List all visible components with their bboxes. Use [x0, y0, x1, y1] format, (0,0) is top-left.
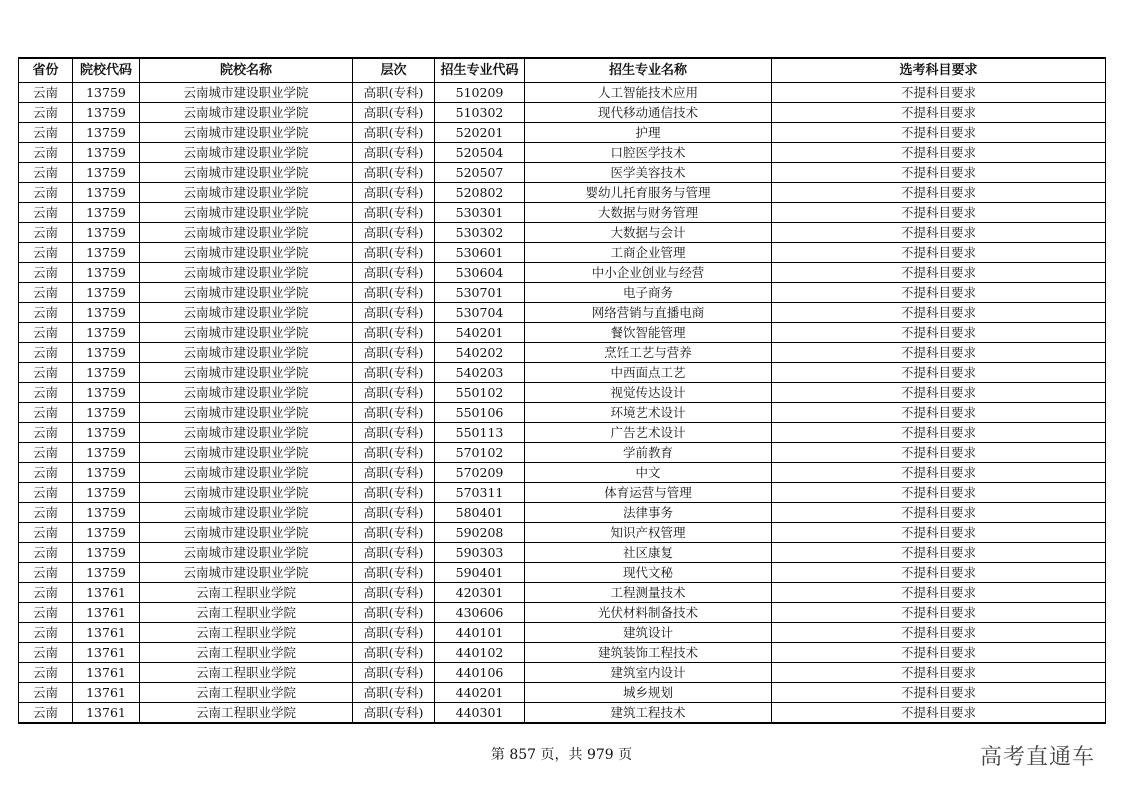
table-row: [19, 163, 1106, 183]
table-row: [19, 423, 1106, 443]
cell-province: 云南: [19, 83, 73, 103]
cell-level: 高职(专科): [353, 443, 435, 463]
cell-school-name: 云南城市建设职业学院: [140, 183, 353, 203]
table-row: [19, 303, 1106, 323]
cell-subject-requirement: 不提科目要求: [772, 623, 1106, 643]
cell-major-code: 440101: [435, 623, 525, 643]
table-row: [19, 503, 1106, 523]
cell-subject-requirement: 不提科目要求: [772, 563, 1106, 583]
table-row: [19, 563, 1106, 583]
cell-major-code: 540202: [435, 343, 525, 363]
cell-school-name: 云南工程职业学院: [140, 663, 353, 683]
cell-province: 云南: [19, 223, 73, 243]
cell-school-code: 13759: [73, 203, 140, 223]
cell-school-name: 云南城市建设职业学院: [140, 363, 353, 383]
table-row: [19, 103, 1106, 123]
cell-province: 云南: [19, 203, 73, 223]
cell-major-name: 建筑装饰工程技术: [525, 643, 772, 663]
cell-major-name: 体育运营与管理: [525, 483, 772, 503]
cell-level: 高职(专科): [353, 463, 435, 483]
cell-school-name: 云南工程职业学院: [140, 603, 353, 623]
cell-major-code: 530704: [435, 303, 525, 323]
cell-major-code: 590401: [435, 563, 525, 583]
table-header: [19, 58, 1106, 83]
table-row: [19, 703, 1106, 724]
cell-level: 高职(专科): [353, 323, 435, 343]
cell-school-name: 云南城市建设职业学院: [140, 243, 353, 263]
header-school-code: 院校代码: [73, 58, 140, 83]
cell-major-name: 学前教育: [525, 443, 772, 463]
cell-province: 云南: [19, 443, 73, 463]
cell-subject-requirement: 不提科目要求: [772, 83, 1106, 103]
cell-level: 高职(专科): [353, 563, 435, 583]
cell-subject-requirement: 不提科目要求: [772, 503, 1106, 523]
cell-school-code: 13759: [73, 443, 140, 463]
cell-school-code: 13759: [73, 523, 140, 543]
cell-major-code: 440106: [435, 663, 525, 683]
cell-school-name: 云南城市建设职业学院: [140, 283, 353, 303]
cell-level: 高职(专科): [353, 603, 435, 623]
cell-major-name: 大数据与会计: [525, 223, 772, 243]
cell-province: 云南: [19, 703, 73, 724]
cell-school-code: 13759: [73, 283, 140, 303]
cell-major-name: 知识产权管理: [525, 523, 772, 543]
table-row: [19, 383, 1106, 403]
cell-major-code: 570102: [435, 443, 525, 463]
cell-major-name: 建筑设计: [525, 623, 772, 643]
cell-school-code: 13761: [73, 583, 140, 603]
cell-school-name: 云南城市建设职业学院: [140, 323, 353, 343]
cell-level: 高职(专科): [353, 103, 435, 123]
cell-subject-requirement: 不提科目要求: [772, 223, 1106, 243]
cell-school-code: 13759: [73, 123, 140, 143]
table-row: [19, 463, 1106, 483]
page-number: 第 857 页，共 979 页: [490, 747, 633, 763]
cell-subject-requirement: 不提科目要求: [772, 443, 1106, 463]
cell-level: 高职(专科): [353, 83, 435, 103]
cell-major-code: 530302: [435, 223, 525, 243]
table-row: [19, 283, 1106, 303]
cell-major-code: 420301: [435, 583, 525, 603]
cell-school-code: 13759: [73, 183, 140, 203]
cell-school-code: 13761: [73, 643, 140, 663]
header-major-code: 招生专业代码: [435, 58, 525, 83]
cell-level: 高职(专科): [353, 643, 435, 663]
cell-major-name: 社区康复: [525, 543, 772, 563]
cell-level: 高职(专科): [353, 123, 435, 143]
cell-province: 云南: [19, 403, 73, 423]
cell-major-name: 建筑工程技术: [525, 703, 772, 724]
cell-province: 云南: [19, 383, 73, 403]
cell-major-name: 大数据与财务管理: [525, 203, 772, 223]
cell-school-code: 13759: [73, 263, 140, 283]
cell-major-code: 430606: [435, 603, 525, 623]
cell-school-name: 云南城市建设职业学院: [140, 263, 353, 283]
cell-province: 云南: [19, 183, 73, 203]
cell-province: 云南: [19, 163, 73, 183]
cell-school-name: 云南工程职业学院: [140, 703, 353, 724]
cell-school-name: 云南工程职业学院: [140, 643, 353, 663]
cell-major-code: 540201: [435, 323, 525, 343]
cell-school-code: 13759: [73, 363, 140, 383]
cell-subject-requirement: 不提科目要求: [772, 703, 1106, 724]
cell-province: 云南: [19, 303, 73, 323]
cell-major-code: 590208: [435, 523, 525, 543]
cell-major-name: 烹饪工艺与营养: [525, 343, 772, 363]
cell-major-code: 530301: [435, 203, 525, 223]
cell-school-code: 13759: [73, 343, 140, 363]
header-level: 层次: [353, 58, 435, 83]
cell-subject-requirement: 不提科目要求: [772, 323, 1106, 343]
header-province: 省份: [19, 58, 73, 83]
cell-major-name: 广告艺术设计: [525, 423, 772, 443]
cell-school-name: 云南城市建设职业学院: [140, 223, 353, 243]
cell-level: 高职(专科): [353, 243, 435, 263]
cell-school-name: 云南工程职业学院: [140, 683, 353, 703]
table-body: [19, 83, 1106, 724]
cell-major-code: 440301: [435, 703, 525, 724]
cell-school-code: 13761: [73, 703, 140, 724]
cell-major-code: 550113: [435, 423, 525, 443]
cell-school-name: 云南城市建设职业学院: [140, 543, 353, 563]
cell-level: 高职(专科): [353, 703, 435, 724]
cell-province: 云南: [19, 343, 73, 363]
cell-level: 高职(专科): [353, 583, 435, 603]
cell-major-name: 建筑室内设计: [525, 663, 772, 683]
table-row: [19, 83, 1106, 103]
cell-major-code: 570311: [435, 483, 525, 503]
cell-school-code: 13759: [73, 403, 140, 423]
cell-subject-requirement: 不提科目要求: [772, 283, 1106, 303]
cell-province: 云南: [19, 243, 73, 263]
cell-school-name: 云南城市建设职业学院: [140, 203, 353, 223]
table-row: [19, 223, 1106, 243]
cell-major-code: 550106: [435, 403, 525, 423]
cell-level: 高职(专科): [353, 503, 435, 523]
cell-major-name: 口腔医学技术: [525, 143, 772, 163]
cell-subject-requirement: 不提科目要求: [772, 343, 1106, 363]
cell-school-code: 13759: [73, 423, 140, 443]
watermark-logo: 高考直通车: [979, 745, 1095, 770]
cell-major-code: 440102: [435, 643, 525, 663]
cell-province: 云南: [19, 523, 73, 543]
cell-level: 高职(专科): [353, 423, 435, 443]
cell-province: 云南: [19, 683, 73, 703]
cell-province: 云南: [19, 423, 73, 443]
cell-level: 高职(专科): [353, 483, 435, 503]
cell-level: 高职(专科): [353, 403, 435, 423]
cell-subject-requirement: 不提科目要求: [772, 543, 1106, 563]
cell-province: 云南: [19, 263, 73, 283]
cell-school-name: 云南城市建设职业学院: [140, 303, 353, 323]
table-row: [19, 143, 1106, 163]
cell-subject-requirement: 不提科目要求: [772, 363, 1106, 383]
cell-province: 云南: [19, 143, 73, 163]
cell-school-name: 云南城市建设职业学院: [140, 423, 353, 443]
cell-level: 高职(专科): [353, 163, 435, 183]
cell-school-name: 云南城市建设职业学院: [140, 383, 353, 403]
admissions-table-container: [18, 57, 1105, 724]
table-row: [19, 343, 1106, 363]
table-row: [19, 263, 1106, 283]
cell-level: 高职(专科): [353, 283, 435, 303]
table-row: [19, 523, 1106, 543]
cell-province: 云南: [19, 603, 73, 623]
table-row: [19, 123, 1106, 143]
cell-subject-requirement: 不提科目要求: [772, 603, 1106, 623]
table-row: [19, 683, 1106, 703]
cell-level: 高职(专科): [353, 383, 435, 403]
cell-subject-requirement: 不提科目要求: [772, 143, 1106, 163]
cell-major-code: 570209: [435, 463, 525, 483]
cell-school-code: 13759: [73, 323, 140, 343]
cell-level: 高职(专科): [353, 143, 435, 163]
cell-school-name: 云南城市建设职业学院: [140, 523, 353, 543]
cell-major-name: 餐饮智能管理: [525, 323, 772, 343]
cell-level: 高职(专科): [353, 623, 435, 643]
cell-province: 云南: [19, 623, 73, 643]
cell-level: 高职(专科): [353, 263, 435, 283]
cell-level: 高职(专科): [353, 343, 435, 363]
cell-level: 高职(专科): [353, 223, 435, 243]
cell-province: 云南: [19, 123, 73, 143]
cell-level: 高职(专科): [353, 203, 435, 223]
header-row: [19, 58, 1106, 83]
cell-school-name: 云南城市建设职业学院: [140, 403, 353, 423]
cell-major-code: 530701: [435, 283, 525, 303]
cell-school-code: 13759: [73, 303, 140, 323]
cell-school-code: 13761: [73, 683, 140, 703]
table-row: [19, 643, 1106, 663]
cell-major-code: 510302: [435, 103, 525, 123]
cell-school-code: 13759: [73, 483, 140, 503]
cell-subject-requirement: 不提科目要求: [772, 523, 1106, 543]
cell-major-code: 440201: [435, 683, 525, 703]
cell-major-name: 人工智能技术应用: [525, 83, 772, 103]
cell-school-name: 云南城市建设职业学院: [140, 443, 353, 463]
cell-school-code: 13759: [73, 563, 140, 583]
table-row: [19, 443, 1106, 463]
cell-major-code: 530601: [435, 243, 525, 263]
cell-school-code: 13759: [73, 223, 140, 243]
cell-level: 高职(专科): [353, 543, 435, 563]
cell-major-name: 婴幼儿托育服务与管理: [525, 183, 772, 203]
table-row: [19, 323, 1106, 343]
cell-major-name: 中西面点工艺: [525, 363, 772, 383]
cell-province: 云南: [19, 583, 73, 603]
cell-subject-requirement: 不提科目要求: [772, 203, 1106, 223]
cell-major-name: 电子商务: [525, 283, 772, 303]
cell-school-name: 云南城市建设职业学院: [140, 503, 353, 523]
cell-major-name: 现代文秘: [525, 563, 772, 583]
cell-school-code: 13761: [73, 623, 140, 643]
cell-school-code: 13759: [73, 503, 140, 523]
cell-major-code: 520504: [435, 143, 525, 163]
cell-school-code: 13759: [73, 463, 140, 483]
cell-major-code: 510209: [435, 83, 525, 103]
cell-school-code: 13761: [73, 603, 140, 623]
cell-school-name: 云南工程职业学院: [140, 583, 353, 603]
cell-major-name: 中小企业创业与经营: [525, 263, 772, 283]
table-row: [19, 603, 1106, 623]
cell-subject-requirement: 不提科目要求: [772, 163, 1106, 183]
table-row: [19, 483, 1106, 503]
cell-major-code: 520201: [435, 123, 525, 143]
cell-province: 云南: [19, 283, 73, 303]
cell-level: 高职(专科): [353, 363, 435, 383]
admissions-table: [18, 57, 1106, 724]
cell-school-code: 13759: [73, 103, 140, 123]
cell-major-name: 城乡规划: [525, 683, 772, 703]
cell-school-code: 13761: [73, 663, 140, 683]
table-row: [19, 203, 1106, 223]
table-row: [19, 403, 1106, 423]
cell-subject-requirement: 不提科目要求: [772, 263, 1106, 283]
table-row: [19, 363, 1106, 383]
cell-subject-requirement: 不提科目要求: [772, 663, 1106, 683]
cell-subject-requirement: 不提科目要求: [772, 463, 1106, 483]
cell-school-name: 云南城市建设职业学院: [140, 343, 353, 363]
cell-school-name: 云南城市建设职业学院: [140, 563, 353, 583]
cell-major-code: 540203: [435, 363, 525, 383]
cell-school-name: 云南城市建设职业学院: [140, 123, 353, 143]
cell-subject-requirement: 不提科目要求: [772, 643, 1106, 663]
cell-major-code: 580401: [435, 503, 525, 523]
cell-subject-requirement: 不提科目要求: [772, 483, 1106, 503]
cell-major-name: 网络营销与直播电商: [525, 303, 772, 323]
cell-level: 高职(专科): [353, 523, 435, 543]
cell-level: 高职(专科): [353, 303, 435, 323]
header-major-name: 招生专业名称: [525, 58, 772, 83]
cell-level: 高职(专科): [353, 183, 435, 203]
cell-subject-requirement: 不提科目要求: [772, 683, 1106, 703]
cell-level: 高职(专科): [353, 663, 435, 683]
cell-subject-requirement: 不提科目要求: [772, 183, 1106, 203]
header-subject-requirement: 选考科目要求: [772, 58, 1106, 83]
cell-major-name: 视觉传达设计: [525, 383, 772, 403]
cell-subject-requirement: 不提科目要求: [772, 303, 1106, 323]
table-row: [19, 543, 1106, 563]
cell-school-code: 13759: [73, 83, 140, 103]
table-row: [19, 623, 1106, 643]
cell-school-code: 13759: [73, 143, 140, 163]
cell-major-code: 520802: [435, 183, 525, 203]
cell-school-code: 13759: [73, 383, 140, 403]
cell-major-name: 工程测量技术: [525, 583, 772, 603]
table-row: [19, 583, 1106, 603]
cell-major-code: 520507: [435, 163, 525, 183]
cell-major-code: 590303: [435, 543, 525, 563]
cell-school-name: 云南城市建设职业学院: [140, 83, 353, 103]
cell-major-name: 中文: [525, 463, 772, 483]
cell-school-name: 云南城市建设职业学院: [140, 143, 353, 163]
cell-major-code: 550102: [435, 383, 525, 403]
cell-province: 云南: [19, 503, 73, 523]
cell-province: 云南: [19, 323, 73, 343]
cell-subject-requirement: 不提科目要求: [772, 423, 1106, 443]
cell-subject-requirement: 不提科目要求: [772, 103, 1106, 123]
cell-school-code: 13759: [73, 543, 140, 563]
cell-school-name: 云南城市建设职业学院: [140, 483, 353, 503]
cell-province: 云南: [19, 103, 73, 123]
cell-province: 云南: [19, 663, 73, 683]
cell-subject-requirement: 不提科目要求: [772, 383, 1106, 403]
header-school-name: 院校名称: [140, 58, 353, 83]
table-row: [19, 663, 1106, 683]
cell-school-name: 云南工程职业学院: [140, 623, 353, 643]
cell-school-code: 13759: [73, 163, 140, 183]
cell-major-name: 现代移动通信技术: [525, 103, 772, 123]
cell-school-name: 云南城市建设职业学院: [140, 103, 353, 123]
cell-major-name: 医学美容技术: [525, 163, 772, 183]
table-row: [19, 243, 1106, 263]
cell-province: 云南: [19, 543, 73, 563]
table-row: [19, 183, 1106, 203]
cell-province: 云南: [19, 363, 73, 383]
cell-major-code: 530604: [435, 263, 525, 283]
cell-major-name: 护理: [525, 123, 772, 143]
cell-school-code: 13759: [73, 243, 140, 263]
cell-province: 云南: [19, 483, 73, 503]
cell-school-name: 云南城市建设职业学院: [140, 163, 353, 183]
cell-school-name: 云南城市建设职业学院: [140, 463, 353, 483]
cell-subject-requirement: 不提科目要求: [772, 403, 1106, 423]
cell-subject-requirement: 不提科目要求: [772, 583, 1106, 603]
cell-level: 高职(专科): [353, 683, 435, 703]
cell-province: 云南: [19, 643, 73, 663]
cell-subject-requirement: 不提科目要求: [772, 123, 1106, 143]
cell-major-name: 工商企业管理: [525, 243, 772, 263]
cell-subject-requirement: 不提科目要求: [772, 243, 1106, 263]
cell-province: 云南: [19, 563, 73, 583]
cell-major-name: 环境艺术设计: [525, 403, 772, 423]
cell-major-name: 法律事务: [525, 503, 772, 523]
cell-major-name: 光伏材料制备技术: [525, 603, 772, 623]
cell-province: 云南: [19, 463, 73, 483]
